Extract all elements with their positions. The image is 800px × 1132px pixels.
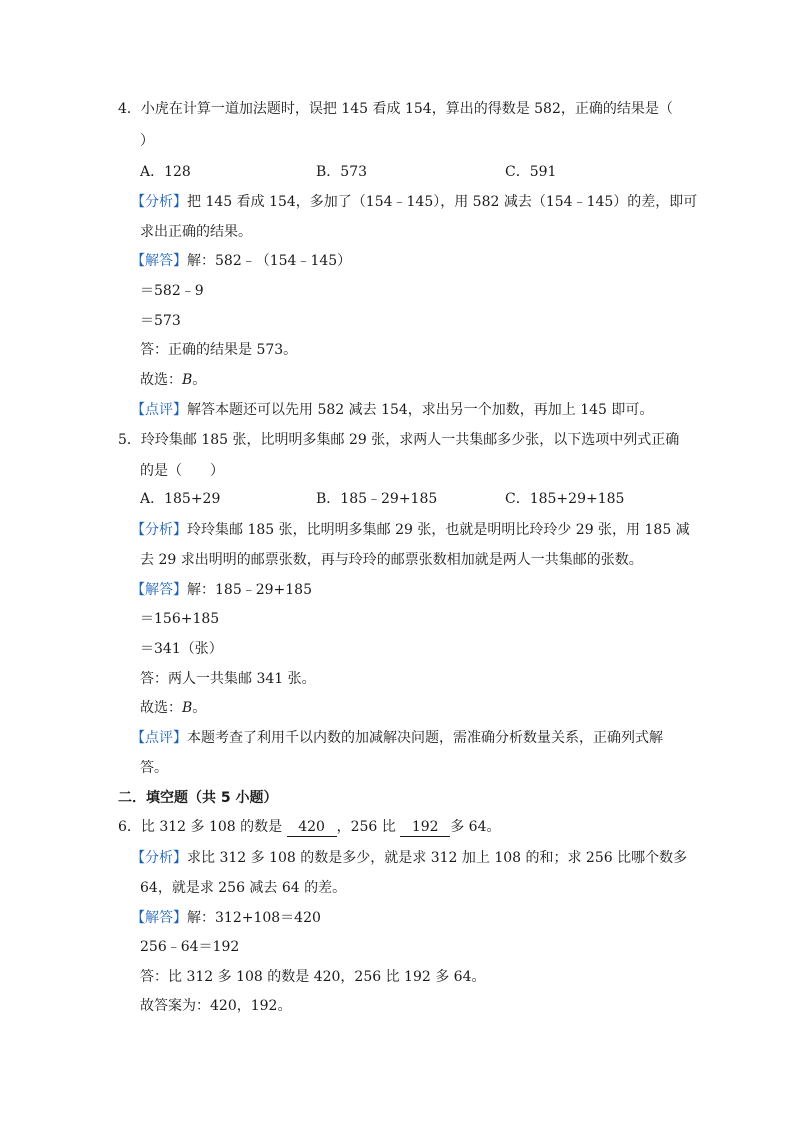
answer-tag: 【解答】 — [131, 582, 187, 598]
q6-answer-line — [131, 908, 321, 928]
q6-final-answer: 故答案为：420，192。 — [140, 998, 292, 1014]
q6-stem — [118, 817, 501, 837]
q4-stem-line-1: 4．小虎在计算一道加法题时，误把 145 看成 154，算出的得数是 582，正确的结果是（ — [118, 101, 673, 117]
q4-option-c: C．591 — [505, 164, 557, 180]
q4-analysis-text: 把 145 看成 154，多加了（154﹣145），用 582 减去（154﹣145）的差，即可 — [187, 194, 698, 210]
choice-prefix: 故选： — [140, 700, 182, 716]
q5-stem-line-1: 5．玲玲集邮 185 张，比明明多集邮 29 张，求两人一共集邮多少张，以下选项中列式正确 — [118, 432, 680, 448]
q5-calc-step-2: ＝341（张） — [140, 641, 223, 657]
choice-letter: B — [182, 372, 193, 388]
q5-choice — [140, 698, 206, 718]
answer-tag: 【解答】 — [131, 910, 187, 926]
q5-comment-line-2: 答。 — [140, 760, 168, 776]
q6-calc-step-1: 256﹣64＝192 — [140, 939, 240, 955]
q4-analysis-line-1 — [131, 192, 697, 212]
q4-stem-line-2: ） — [140, 133, 154, 149]
q4-comment-line — [131, 400, 653, 420]
q5-answer-text: 解：185﹣29+185 — [187, 582, 312, 598]
q5-stem-line-2: 的是（ ） — [140, 463, 224, 479]
q5-comment-line-1 — [131, 728, 663, 748]
q4-choice — [140, 370, 206, 390]
q6-stem-part-a: 6．比 312 多 108 的数是 — [118, 819, 283, 835]
q5-calc-step-1: ＝156+185 — [140, 611, 220, 627]
q4-conclusion: 答：正确的结果是 573。 — [140, 342, 298, 358]
q6-blank-2: 192 — [400, 819, 450, 837]
q4-answer-line — [131, 251, 351, 271]
q4-option-b: B．573 — [316, 164, 368, 180]
analysis-tag: 【分析】 — [131, 194, 187, 210]
q5-analysis-line-2: 去 29 求出明明的邮票张数，再与玲玲的邮票张数相加就是两人一共集邮的张数。 — [140, 552, 643, 568]
q4-comment-text: 解答本题还可以先用 582 减去 154，求出另一个加数，再加上 145 即可。 — [187, 402, 654, 418]
q6-blank-1: 420 — [287, 819, 337, 837]
q5-answer-line — [131, 580, 312, 600]
q5-option-a: A．185+29 — [140, 491, 221, 507]
choice-letter: B — [182, 700, 193, 716]
choice-prefix: 故选： — [140, 372, 182, 388]
q5-comment-text: 本题考查了利用千以内数的加减解决问题，需准确分析数量关系，正确列式解 — [187, 730, 663, 746]
q4-answer-text: 解：582﹣（154﹣145） — [187, 253, 352, 269]
q5-conclusion: 答：两人一共集邮 341 张。 — [140, 671, 316, 687]
q6-analysis-line-1 — [131, 848, 687, 868]
q4-analysis-line-2: 求出正确的结果。 — [140, 224, 252, 240]
q6-answer-text: 解：312+108＝420 — [187, 910, 321, 926]
q6-stem-part-b: ，256 比 — [336, 819, 396, 835]
comment-tag: 【点评】 — [131, 402, 187, 418]
q5-analysis-line-1 — [131, 520, 690, 540]
q6-conclusion: 答：比 312 多 108 的数是 420，256 比 192 多 64。 — [140, 969, 486, 985]
q6-analysis-text: 求比 312 多 108 的数是多少，就是求 312 加上 108 的和；求 256 比哪个数多 — [187, 850, 688, 866]
comment-tag: 【点评】 — [131, 730, 187, 746]
analysis-tag: 【分析】 — [131, 850, 187, 866]
choice-suffix: 。 — [192, 700, 207, 716]
q6-analysis-line-2: 64，就是求 256 减去 64 的差。 — [140, 880, 347, 896]
choice-suffix: 。 — [192, 372, 207, 388]
q6-stem-part-c: 多 64。 — [450, 819, 501, 835]
q5-analysis-text: 玲玲集邮 185 张，比明明多集邮 29 张，也就是明明比玲玲少 29 张，用 185 减 — [187, 522, 690, 538]
q4-option-a: A．128 — [140, 164, 191, 180]
analysis-tag: 【分析】 — [131, 522, 187, 538]
q4-calc-step-2: ＝573 — [140, 313, 181, 329]
answer-tag: 【解答】 — [131, 253, 187, 269]
section-heading-fill-in: 二．填空题（共 5 小题） — [118, 790, 278, 806]
q5-option-c: C．185+29+185 — [505, 491, 625, 507]
q5-option-b: B．185﹣29+185 — [316, 491, 438, 507]
q4-calc-step-1: ＝582﹣9 — [140, 283, 204, 299]
